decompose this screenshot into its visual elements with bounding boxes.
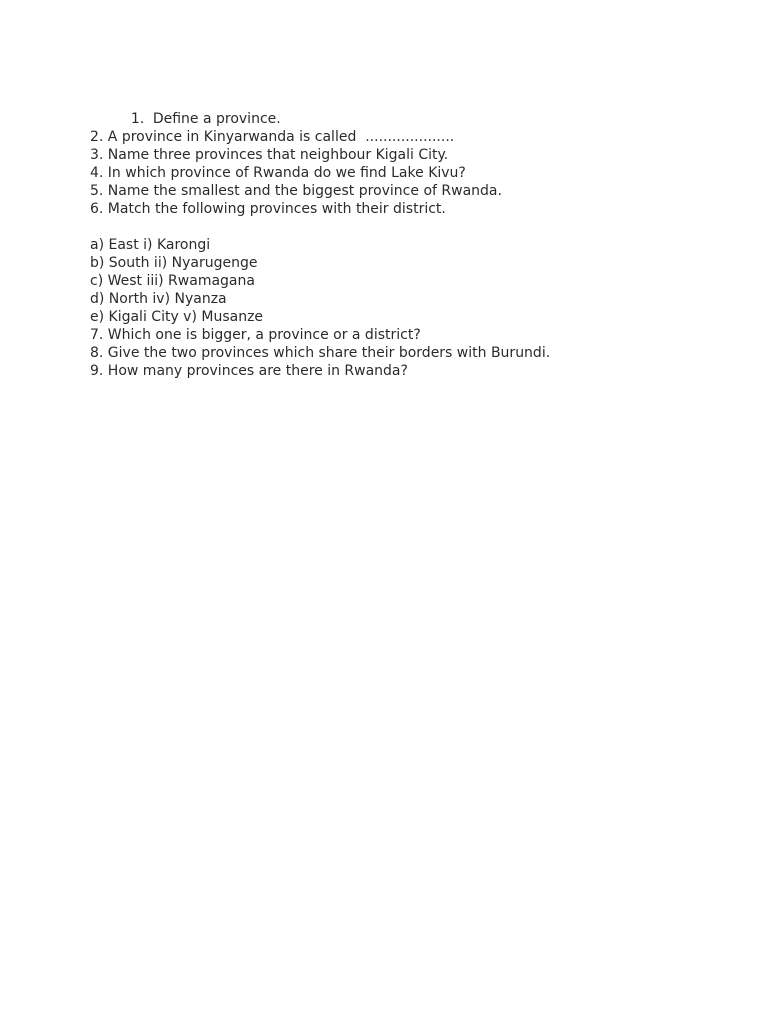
match-item-c: c) West iii) Rwamagana [90,273,255,289]
document-body [90,92,730,380]
match-item-a: a) East i) Karongi [90,237,211,253]
question-8: 8. Give the two provinces which share their borders with Burundi. [90,345,551,361]
question-3: 3. Name three provinces that neighbour Kigali City. [90,147,449,163]
question-2: 2. A province in Kinyarwanda is called .................... [90,129,455,145]
spacer [90,218,730,236]
question-6: 6. Match the following provinces with their district. [90,201,446,217]
question-1-text: Define a province. [152,111,281,127]
question-1 [90,92,730,127]
question-1-number: 1. [130,111,145,127]
question-4: 4. In which province of Rwanda do we find Lake Kivu? [90,165,466,181]
match-item-b: b) South ii) Nyarugenge [90,255,258,271]
question-5: 5. Name the smallest and the biggest province of Rwanda. [90,183,502,199]
match-item-e: e) Kigali City v) Musanze [90,309,264,325]
question-9: 9. How many provinces are there in Rwanda? [90,363,408,379]
question-7: 7. Which one is bigger, a province or a district? [90,327,421,343]
match-item-d: d) North iv) Nyanza [90,291,227,307]
